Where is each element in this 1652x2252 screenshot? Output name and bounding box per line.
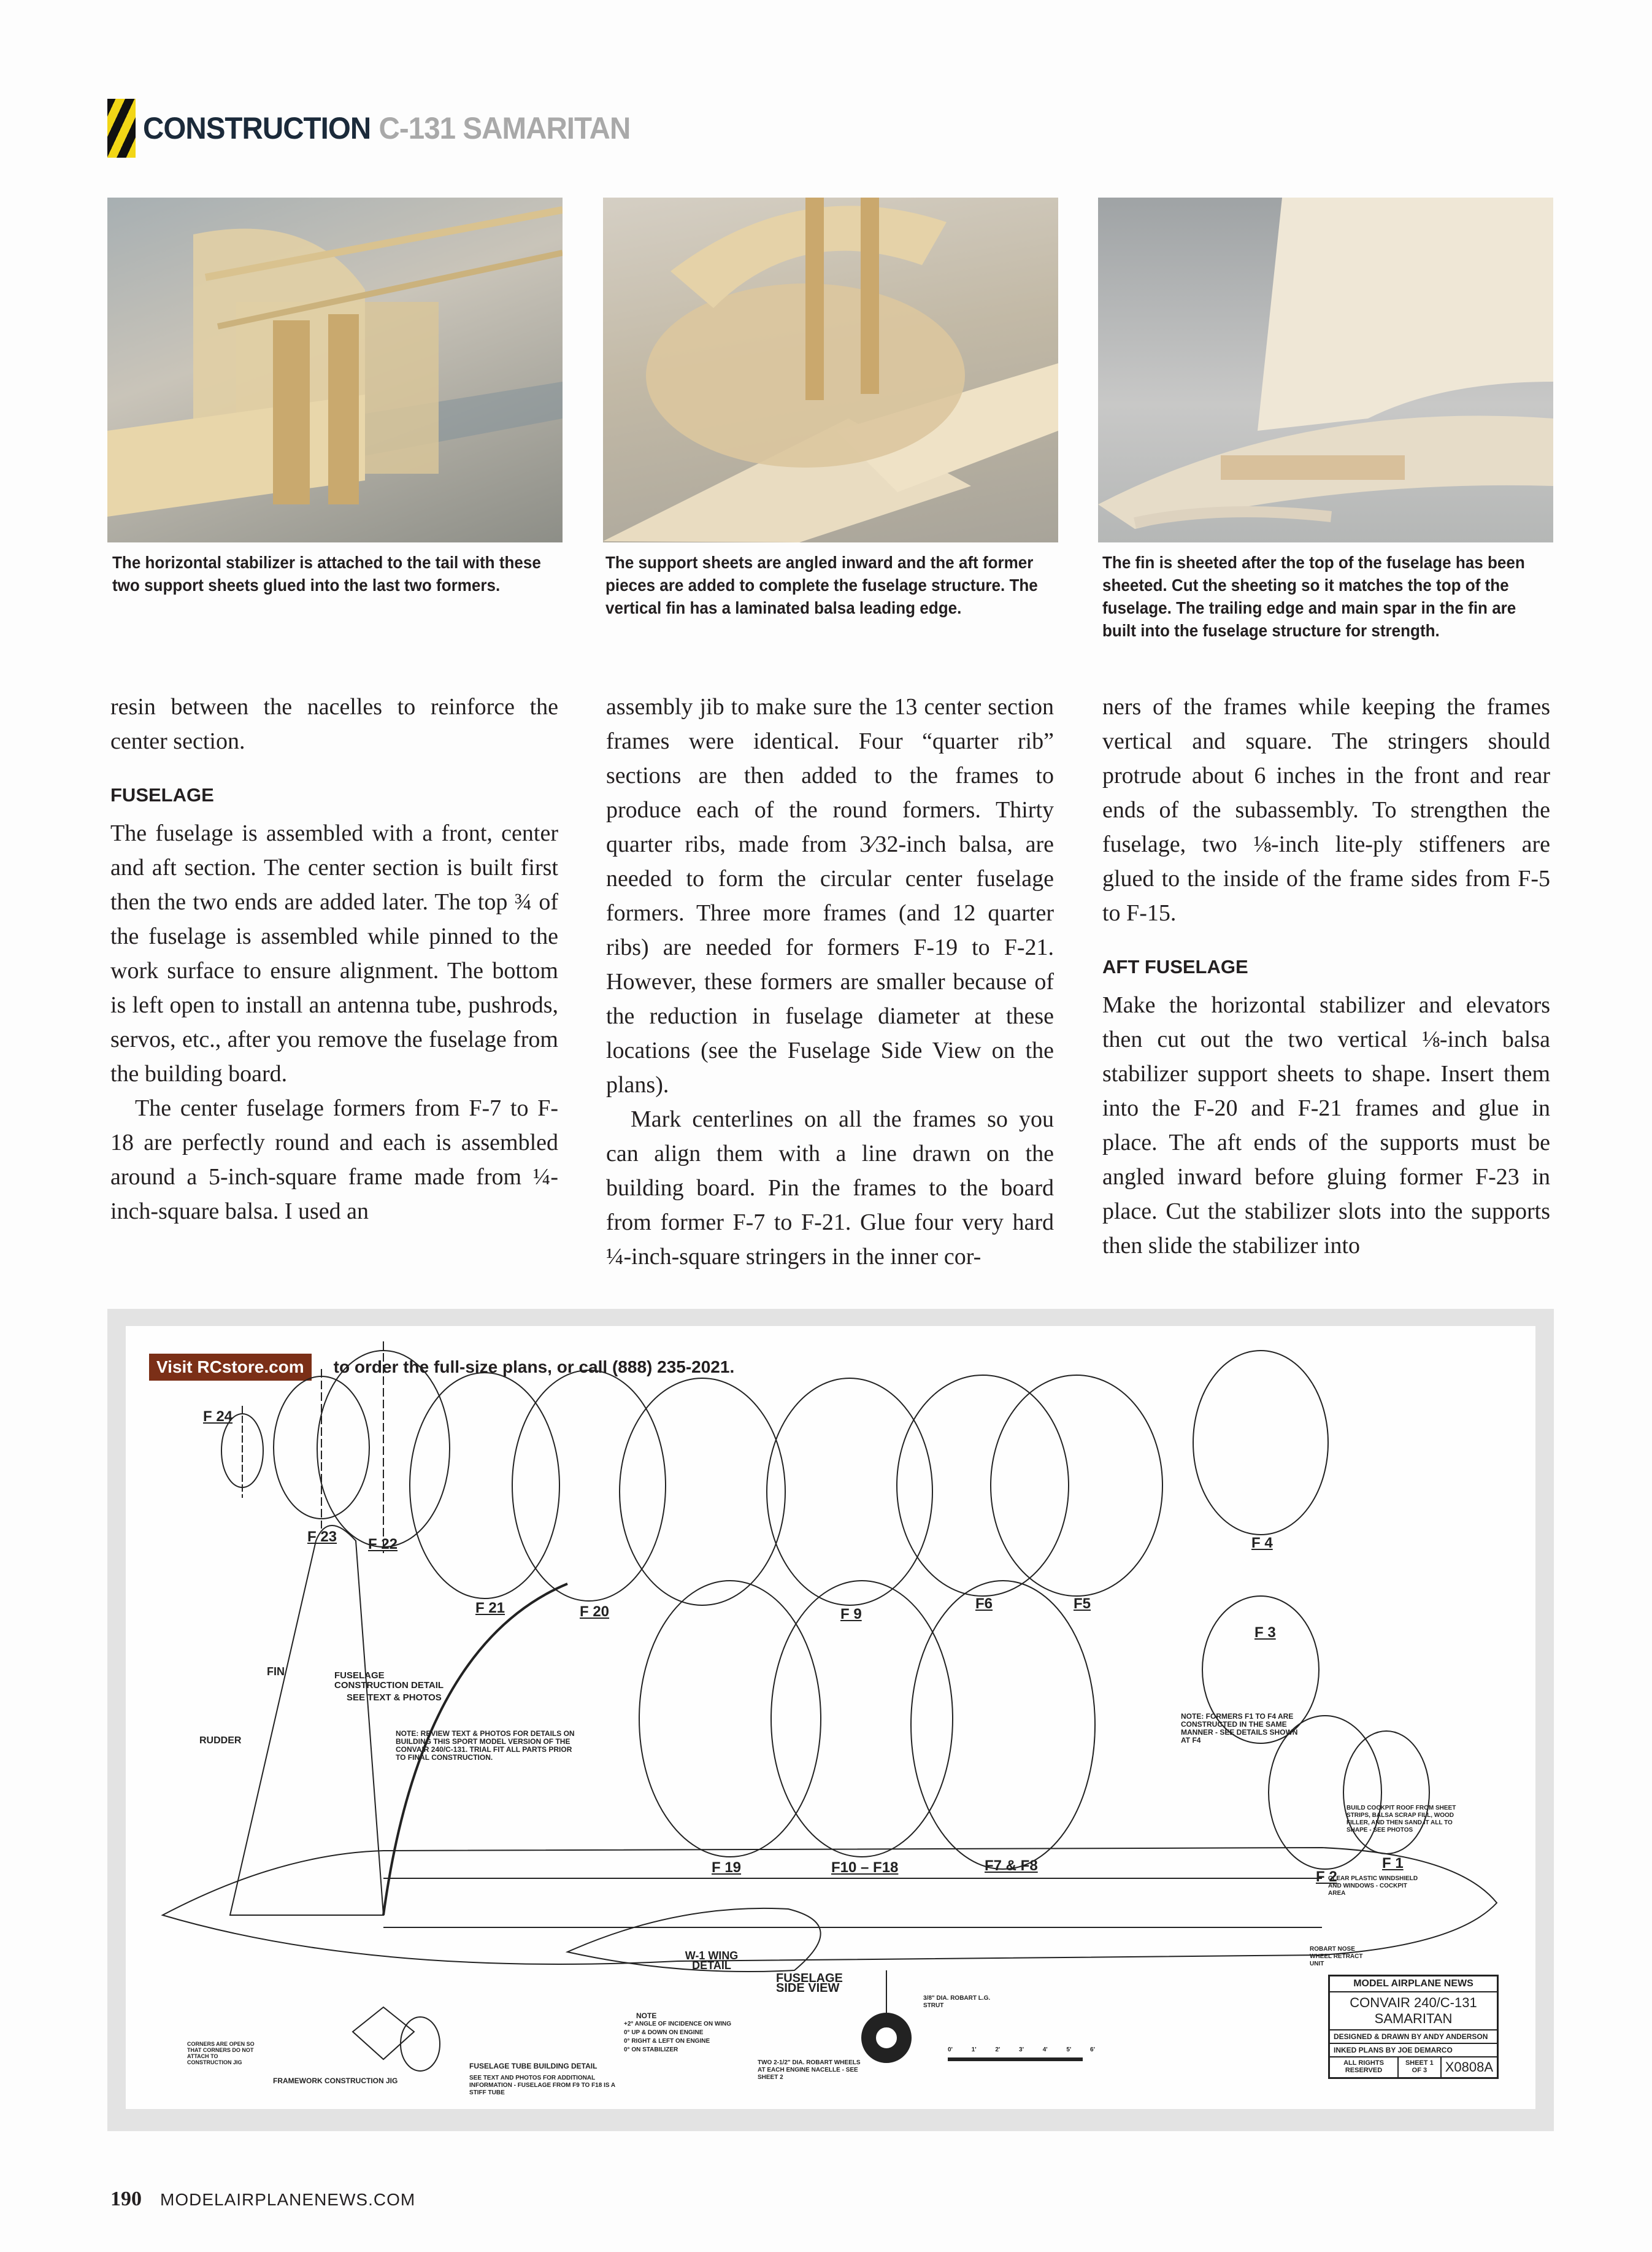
former-label-f7-f8: F7 & F8 xyxy=(985,1857,1038,1874)
photo-fin-sheeting xyxy=(1098,198,1553,542)
label-cockpit-roof: BUILD COCKPIT ROOF FROM SHEET STRIPS, BALSA SCRAP FILL, WOOD FILLER, AND THEN SAND IT ALL TO SHAPE - SEE PHOTOS xyxy=(1347,1805,1456,1834)
hazard-stripe-icon xyxy=(107,99,136,158)
photo-stabilizer-attachment xyxy=(107,198,563,542)
label-nose-retract: ROBART NOSE WHEEL RETRACT UNIT xyxy=(1310,1946,1363,1967)
label-rudder: RUDDER xyxy=(199,1735,242,1746)
label-framework-jig: FRAMEWORK CONSTRUCTION JIG xyxy=(273,2077,398,2085)
site-url: MODELAIRPLANENEWS.COM xyxy=(160,2190,416,2209)
photo-illustration-fin xyxy=(1098,198,1553,542)
page-footer xyxy=(110,2188,415,2211)
plans-sheet xyxy=(126,1326,1535,2109)
body-paragraph: ners of the frames while keeping the frames vertical and square. The stringers should protrude about 6 inches in the front and rear ends of the subassembly. To strengthen the fuselage, two ⅛-inch lite-ply stiffeners are glued to the inside of the frame sides from F-5 to F-15. xyxy=(1102,694,1550,926)
page-title xyxy=(143,110,630,146)
scale-tick: 2' xyxy=(995,2046,1001,2053)
photo-illustration-tail-frames xyxy=(107,198,563,542)
photo-support-sheets xyxy=(603,198,1058,542)
title-block-designer: DESIGNED & DRAWN BY ANDY ANDERSON xyxy=(1330,2030,1497,2044)
scale-tick: 1' xyxy=(971,2046,977,2053)
section-name: CONSTRUCTION xyxy=(143,111,371,145)
plans-panel xyxy=(107,1309,1554,2131)
label-note-formers: NOTE: FORMERS F1 TO F4 ARE CONSTRUCTED IN THE SAME MANNER - SEE DETAILS SHOWN AT F4 xyxy=(1181,1712,1298,1745)
body-paragraph: The center fuselage formers from F-7 to F-18 are perfectly round and each is assembled around a 5-inch-square frame made from ¼-inch-square balsa. I used an xyxy=(110,1095,558,1224)
former-label-f19: F 19 xyxy=(712,1859,742,1876)
section-header xyxy=(107,97,656,160)
section-heading-aft-fuselage: AFT FUSELAGE xyxy=(1102,956,1248,978)
title-block-rights: ALL RIGHTS RESERVED xyxy=(1330,2057,1399,2077)
title-block-inker: INKED PLANS BY JOE DEMARCO xyxy=(1330,2044,1497,2057)
title-block-model xyxy=(1330,1992,1497,2030)
promo-text: to order the full-size plans, or call (888) 235-2021. xyxy=(333,1357,735,1376)
article-column-1 xyxy=(110,690,558,1228)
label-tube-building-detail: FUSELAGE TUBE BUILDING DETAIL xyxy=(469,2062,597,2070)
label-note-line-3: 0° RIGHT & LEFT ON ENGINE xyxy=(624,2038,710,2045)
label-note-review: NOTE: REVIEW TEXT & PHOTOS FOR DETAILS ON BUILDING THIS SPORT MODEL VERSION OF THE CONVAIR 240/C-131. TRIAL FIT ALL PARTS PRIOR TO FINAL CONSTRUCTION. xyxy=(396,1729,575,1762)
title-block-footer xyxy=(1330,2057,1497,2077)
body-paragraph: resin between the nacelles to reinforce the center section. xyxy=(110,694,558,754)
body-paragraph: assembly jib to make sure the 13 center section frames were identical. Four “quarter rib” sections are then added to the frames to produce each of the round formers. Thirty quarter ribs, made from 3⁄32-inch balsa, are needed to form the circular center fuselage formers. Three more frames (and 12 quarter ribs) are needed for formers F-19 to F-21. However, these formers are smaller because of the reduction in fuselage diameter at these locations (see the Fuselage Side View on the plans). xyxy=(606,694,1054,1098)
former-label-f2: F 2 xyxy=(1316,1868,1337,1885)
label-note-line-4: 0° ON STABILIZER xyxy=(624,2046,678,2053)
body-paragraph: Mark centerlines on all the frames so you can align them with a line drawn on the building board. Pin the frames to the board from former F-7 to F-21. Glue four very hard ¼-inch-square stringers in the inner cor- xyxy=(606,1106,1054,1270)
plans-title-block xyxy=(1328,1975,1499,2079)
label-strut: 3/8" DIA. ROBART L.G. STRUT xyxy=(923,1995,991,2009)
label-fuselage-construction-detail: FUSELAGE CONSTRUCTION DETAIL xyxy=(334,1670,444,1691)
article-subject: C-131 SAMARITAN xyxy=(378,111,631,145)
former-label-f23: F 23 xyxy=(307,1529,337,1545)
label-fin: FIN xyxy=(267,1665,285,1678)
photo-caption-2: The support sheets are angled inward and the aft former pieces are added to complete the fuselage structure. The vertical fin has a laminated balsa leading edge. xyxy=(605,553,1038,617)
title-block-plan-number: X0808A xyxy=(1445,2059,1493,2075)
scale-tick: 3' xyxy=(1019,2046,1024,2053)
title-block-publisher: MODEL AIRPLANE NEWS xyxy=(1330,1976,1497,1992)
label-jig-note: CORNERS ARE OPEN SO THAT CORNERS DO NOT ATTACH TO CONSTRUCTION JIG xyxy=(187,2041,255,2065)
body-paragraph: Make the horizontal stabilizer and elevators then cut out the two vertical ⅛-inch balsa stabilizer support sheets to shape. Insert them into the F-20 and F-21 frames and glue in place. The aft ends of the supports must be angled inward before gluing former F-23 in place. Cut the stabilizer slots into the supports then slide the stabilizer into xyxy=(1102,992,1550,1259)
label-note-line-2: 0° UP & DOWN ON ENGINE xyxy=(624,2029,704,2036)
label-note-line-1: +2° ANGLE OF INCIDENCE ON WING xyxy=(624,2021,732,2027)
label-see-text-photos: SEE TEXT & PHOTOS xyxy=(347,1692,442,1703)
title-block-sheet: SHEET 1 OF 3 xyxy=(1399,2057,1442,2077)
scale-bar xyxy=(948,2045,1095,2055)
former-label-f1: F 1 xyxy=(1382,1855,1404,1872)
former-label-f4: F 4 xyxy=(1251,1535,1273,1551)
former-label-f6: F6 xyxy=(975,1595,993,1612)
former-label-f10-f18: F10 – F18 xyxy=(831,1859,899,1876)
photo-caption-1: The horizontal stabilizer is attached to the tail with these two support sheets glued into the last two formers. xyxy=(112,553,541,595)
scale-tick: 6' xyxy=(1090,2046,1095,2053)
label-wing-detail: W-1 WING DETAIL xyxy=(685,1949,739,1972)
label-tube-detail-note: SEE TEXT AND PHOTOS FOR ADDITIONAL INFORMATION - FUSELAGE FROM F9 TO F18 IS A STIFF TUBE xyxy=(469,2075,615,2096)
former-label-f22: F 22 xyxy=(368,1536,398,1552)
former-label-f20: F 20 xyxy=(580,1603,610,1620)
former-label-f9: F 9 xyxy=(840,1606,862,1622)
label-fuselage-side-view: FUSELAGE SIDE VIEW xyxy=(776,1972,843,1995)
photo-caption-3: The fin is sheeted after the top of the fuselage has been sheeted. Cut the sheeting so it matches the top of the fuselage. The trailing edge and main spar in the fin are built into the fuselage structure for strength. xyxy=(1102,553,1525,640)
page-number: 190 xyxy=(110,2188,142,2210)
scale-tick: 4' xyxy=(1042,2046,1048,2053)
scale-tick: 0' xyxy=(948,2046,953,2053)
former-label-f3: F 3 xyxy=(1254,1624,1276,1641)
title-block-aircraft-name: SAMARITAN xyxy=(1374,2011,1453,2026)
label-windshield: CLEAR PLASTIC WINDSHIELD AND WINDOWS - COCKPIT AREA xyxy=(1328,1875,1418,1897)
photo-illustration-aft-fuselage xyxy=(603,198,1058,542)
body-paragraph: The fuselage is assembled with a front, center and aft section. The center section is built first then the two ends are added later. The top ¾ of the fuselage is assembled while pinned to the work surface to ensure alignment. The bottom is left open to install an antenna tube, pushrods, servos, etc., after you remove the fuselage from the building board. xyxy=(110,820,558,1087)
article-column-2 xyxy=(606,690,1054,1274)
label-wheels: TWO 2-1/2" DIA. ROBART WHEELS AT EACH ENGINE NACELLE - SEE SHEET 2 xyxy=(758,2059,861,2081)
title-block-model-name: CONVAIR 240/C-131 xyxy=(1350,1995,1477,2010)
section-heading-fuselage: FUSELAGE xyxy=(110,784,214,806)
former-label-f21: F 21 xyxy=(475,1600,505,1616)
former-label-f5: F5 xyxy=(1074,1595,1091,1612)
former-label-f24: F 24 xyxy=(203,1408,233,1425)
label-note-heading: NOTE xyxy=(636,2011,657,2020)
scale-tick: 5' xyxy=(1066,2046,1072,2053)
rcstore-link[interactable]: Visit RCstore.com xyxy=(149,1354,312,1381)
article-column-3 xyxy=(1102,690,1550,1263)
